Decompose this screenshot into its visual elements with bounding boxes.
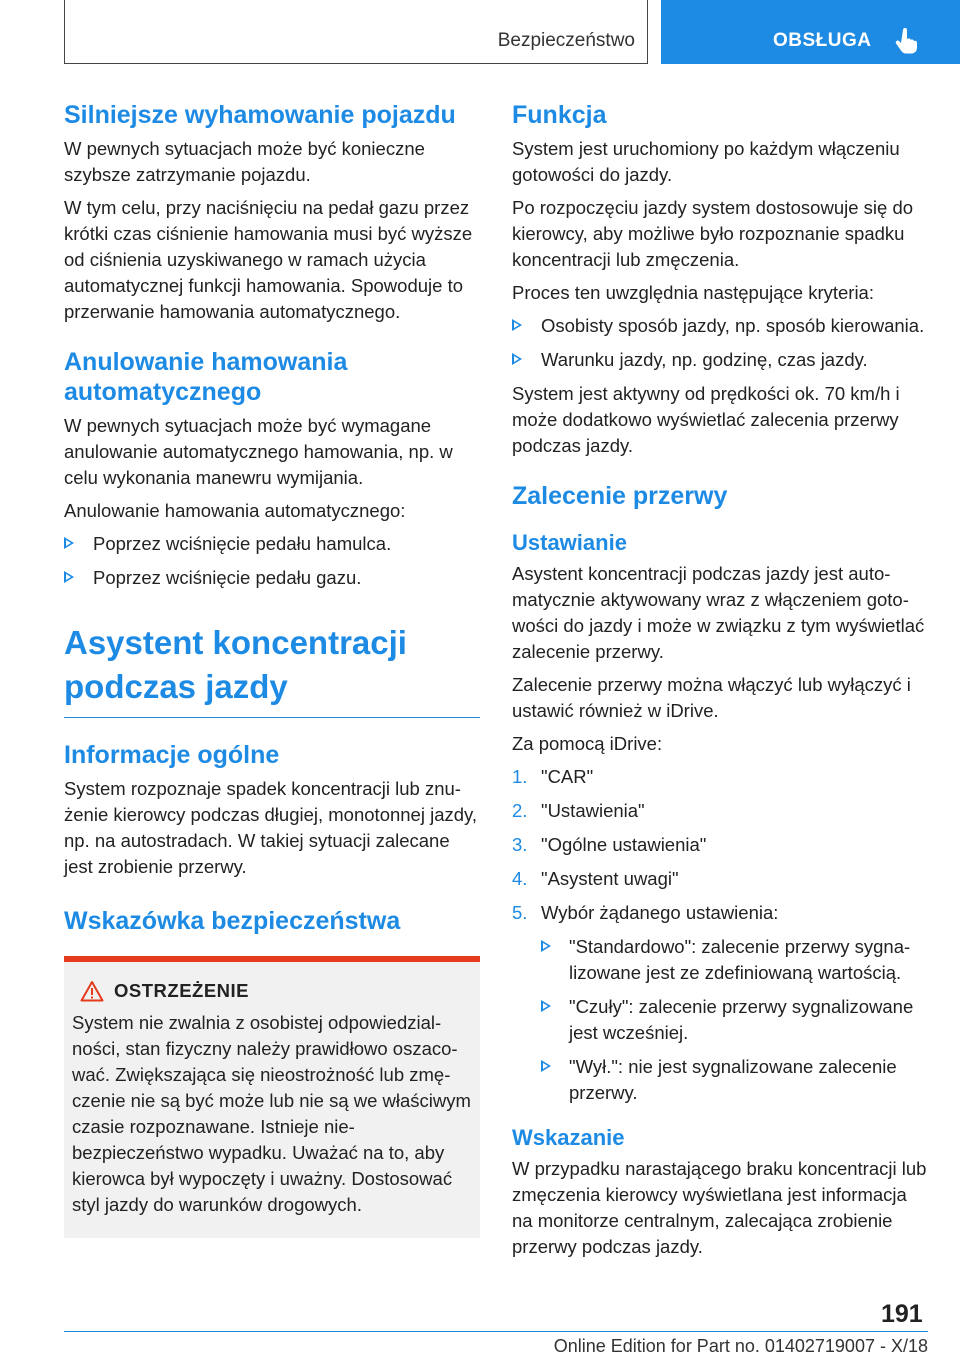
tab-obsluga-label: OBSŁUGA bbox=[773, 30, 872, 51]
left-column bbox=[64, 100, 480, 1238]
list-item: Osobisty sposób jazdy, np. sposób kierowania. bbox=[512, 313, 928, 339]
paragraph: W tym celu, przy naciśnięciu na pedał gazu przez krótki czas ciśnienie hamowania musi być wyższe od ciśnienia uzyskiwanego w ramach użycia automatycznej funkcji hamowania. Spowoduje to przerwanie hamowania automatycznego. bbox=[64, 197, 473, 322]
heading-cancel-braking: Anulowanie hamowania automatycznego bbox=[64, 348, 348, 406]
edition-note: Online Edition for Part no. 01402719007 - X/18 bbox=[553, 1336, 928, 1356]
heading-general-info: Informacje ogólne bbox=[64, 741, 280, 769]
header-section-title: Bezpieczeństwo bbox=[497, 30, 635, 51]
hand-pointer-icon bbox=[895, 28, 919, 54]
warning-box bbox=[64, 956, 480, 1238]
triangle-bullet-icon bbox=[64, 537, 74, 549]
warning-text: System nie zwalnia z osobistej odpowiedzialności, stan fizyczny należy prawidłowo oszacować. Zwiększająca się nieostrożność lub zmęczenie nie są być może lub nie są we właściwym czasie rozpoznawane. Istnieje niebezpieczeństwo wypadku. Uważać na to, aby kierowca był wypoczęty i uważny. Dostosować styl jazdy do warunków drogowych. bbox=[72, 1012, 471, 1215]
chapter-title: Asystent koncentracji podczas jazdy bbox=[64, 624, 407, 705]
step-item: 1. "CAR" bbox=[512, 766, 594, 787]
step-item: 2. "Ustawienia" bbox=[512, 800, 645, 821]
paragraph: System rozpoznaje spadek koncentracji lub znużenie kierowcy podczas długiej, monotonnej jazdy, np. na autostradach. W takiej sytuacji zalecane jest zrobienie przerwy. bbox=[64, 778, 478, 877]
warning-triangle-icon bbox=[80, 980, 104, 1002]
heading-braking: Silniejsze wyhamowanie pojazdu bbox=[64, 101, 456, 129]
list-item: Poprzez wciśnięcie pedału gazu. bbox=[64, 565, 480, 591]
triangle-bullet-icon bbox=[541, 940, 551, 952]
step-item: 3. "Ogólne ustawienia" bbox=[512, 834, 707, 855]
triangle-bullet-icon bbox=[541, 1000, 551, 1012]
tab-obsluga[interactable] bbox=[661, 0, 960, 64]
step-item: 5. Wybór żądanego ustawienia: bbox=[512, 902, 779, 923]
heading-safety-note: Wskazówka bezpieczeństwa bbox=[64, 907, 401, 935]
paragraph: Anulowanie hamowania automatycznego: bbox=[64, 500, 406, 521]
page-number: 191 bbox=[881, 1300, 923, 1328]
divider bbox=[64, 717, 480, 718]
paragraph: W pewnych sytuacjach może być konieczne szybsze zatrzymanie pojazdu. bbox=[64, 138, 425, 185]
option-item: "Standardowo": zalecenie przerwy sygnalizowane jest ze zdefiniowaną wartością. bbox=[512, 934, 928, 986]
option-item: "Wył.": nie jest sygnalizowane zalecenie przerwy. bbox=[512, 1054, 928, 1106]
heading-display: Wskazanie bbox=[512, 1125, 625, 1150]
step-item: 4. "Asystent uwagi" bbox=[512, 868, 679, 889]
warning-header bbox=[80, 980, 472, 1002]
heading-break-recommendation: Zalecenie przerwy bbox=[512, 482, 728, 510]
paragraph: Po rozpoczęciu jazdy system dostosowuje się do kierowcy, aby możliwe było rozpoznanie spadku koncentracji lub zmęczenia. bbox=[512, 197, 914, 270]
paragraph: W przypadku narastającego braku koncentracji lub zmęczenia kierowcy wyświetlana jest informacja na monitorze centralnym, zalecająca zrobienie przerwy podczas jazdy. bbox=[512, 1158, 927, 1257]
paragraph: System jest uruchomiony po każdym włączeniu gotowości do jazdy. bbox=[512, 138, 900, 185]
heading-function: Funkcja bbox=[512, 101, 607, 129]
paragraph: Za pomocą iDrive: bbox=[512, 733, 663, 754]
triangle-bullet-icon bbox=[512, 353, 522, 365]
list-item: Warunku jazdy, np. godzinę, czas jazdy. bbox=[512, 347, 928, 373]
list-item: Poprzez wciśnięcie pedału hamulca. bbox=[64, 531, 480, 557]
triangle-bullet-icon bbox=[541, 1060, 551, 1072]
header-section-box bbox=[64, 0, 648, 64]
triangle-bullet-icon bbox=[512, 319, 522, 331]
triangle-bullet-icon bbox=[64, 571, 74, 583]
paragraph: Proces ten uwzględnia następujące kryteria: bbox=[512, 282, 874, 303]
paragraph: Zalecenie przerwy można włączyć lub wyłączyć i ustawić również w iDrive. bbox=[512, 674, 911, 721]
option-item: "Czuły": zalecenie przerwy sygnalizowane jest wcześniej. bbox=[512, 994, 928, 1046]
heading-setting: Ustawianie bbox=[512, 530, 627, 555]
footer-divider bbox=[64, 1331, 928, 1332]
right-column bbox=[512, 100, 928, 1267]
paragraph: System jest aktywny od prędkości ok. 70 km/h i może dodatkowo wyświetlać zalecenia przerwy podczas jazdy. bbox=[512, 383, 900, 456]
warning-title: OSTRZEŻENIE bbox=[114, 980, 250, 1001]
paragraph: W pewnych sytuacjach może być wymagane anulowanie automatycznego hamowania, np. w celu wykonania manewru wymijania. bbox=[64, 415, 453, 488]
paragraph: Asystent koncentracji podczas jazdy jest automatycznie aktywowany wraz z włączeniem gotowości do jazdy i może w związku z tym wyświetlać zalecenie przerwy. bbox=[512, 563, 925, 662]
